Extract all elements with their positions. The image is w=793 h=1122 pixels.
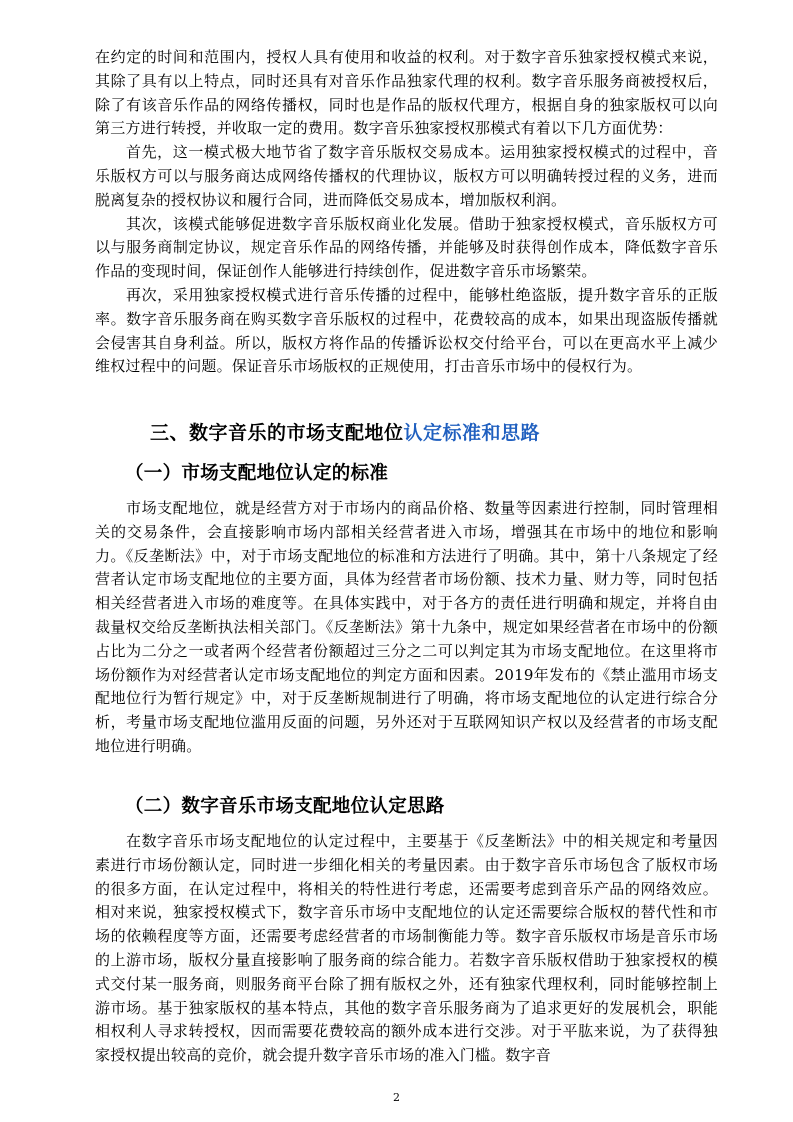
- section-heading-3-text: 三、数字音乐的市场支配地位: [150, 422, 404, 444]
- paragraph-second-advantage: 其次，该模式能够促进数字音乐版权商业化发展。借助于独家授权模式，音乐版权方可以与服务商制定协议，规定音乐作品的网络传播，并能够及时获得创作成本，降低数字音乐作品的变现时间，保证创作人能够进行持续创作，促进数字音乐市场繁荣。: [95, 214, 718, 281]
- subsection-heading-2: （二）数字音乐市场支配地位认定思路: [125, 796, 445, 817]
- page-number: 2: [393, 1091, 400, 1104]
- section-heading-3-link[interactable]: 认定标准和思路: [403, 422, 541, 444]
- paragraph-first-advantage: 首先，这一模式极大地节省了数字音乐版权交易成本。运用独家授权模式的过程中，音乐版权方可以与服务商达成网络传播权的代理协议，版权方可以明确转授过程的义务，进而脱离复杂的授权协议和履行合同，进而降低交易成本，增加版权利润。: [95, 143, 718, 209]
- paragraph-dominance-approach: 在数字音乐市场支配地位的认定过程中，主要基于《反垄断法》中的相关规定和考量因素进行市场份额认定，同时进一步细化相关的考量因素。由于数字音乐市场包含了版权市场的很多方面，在认定过程中，将相关的特性进行考虑，还需要考虑到音乐产品的网络效应。相对来说，独家授权模式下，数字音乐市场中支配地位的认定还需要综合版权的替代性和市场的依赖程度等方面，还需要考虑经营者的市场制衡能力等。数字音乐版权市场是音乐市场的上游市场，版权分量直接影响了服务商的综合能力。若数字音乐版权借助于独家授权的模式交付某一服务商，则服务商平台除了拥有版权之外，还有独家代理权利，同时能够控制上游市场。基于独家版权的基本特点，其他的数字音乐服务商为了追求更好的发展机会，职能相权利人寻求转授权，因而需要花费较高的额外成本进行交涉。对于平肱来说，为了获得独家授权提出较高的竞价，就会提升数字音乐市场的准入门槛。数字音: [95, 832, 718, 1065]
- intro-text-block: [95, 46, 718, 379]
- subsection-heading-1: （一）市场支配地位认定的标准: [125, 463, 389, 484]
- subsection-2-text-block: [95, 830, 718, 1068]
- paragraph-exclusive-license-rights: 在约定的时间和范围内，授权人具有使用和收益的权利。对于数字音乐独家授权模式来说，其除了具有以上特点，同时还具有对音乐作品独家代理的权利。数字音乐服务商被授权后，除了有该音乐作品的网络传播权，同时也是作品的版权代理方，根据自身的独家版权可以向第三方进行转授，并收取一定的费用。数字音乐独家授权那模式有着以下几方面优势：: [95, 48, 718, 138]
- subsection-1-text-block: [95, 497, 718, 759]
- section-heading-3: [150, 418, 540, 448]
- paragraph-third-advantage: 再次，采用独家授权模式进行音乐传播的过程中，能够杜绝盗版，提升数字音乐的正版率。数字音乐服务商在购买数字音乐版权的过程中，花费较高的成本，如果出现盗版传播就会侵害其自身利益。所以，版权方将作品的传播诉讼权交付给平台，可以在更高水平上减少维权过程中的问题。保证音乐市场版权的正规使用，打击音乐市场中的侵权行为。: [95, 285, 718, 376]
- paragraph-dominance-standard: 市场支配地位，就是经营方对于市场内的商品价格、数量等因素进行控制，同时管理相关的交易条件，会直接影响市场内部相关经营者进入市场，增强其在市场中的地位和影响力。《反垄断法》中，对于市场支配地位的标准和方法进行了明确。其中，第十八条规定了经营者认定市场支配地位的主要方面，具体为经营者市场份额、技术力量、财力等，同时包括相关经营者进入市场的难度等。在具体实践中，对于各方的责任进行明确和规定，并将自由裁量权交给反垄断执法相关部门。《反垄断法》第十九条中，规定如果经营者在市场中的份额占比为二分之一或者两个经营者份额超过三分之二可以判定其为市场支配地位。在这里将市场份额作为对经营者认定市场支配地位的判定方面和因素。2019年发布的《禁止滥用市场支配地位行为暂行规定》中，对于反垄断规制进行了明确，将市场支配地位的认定进行综合分析，考量市场支配地位滥用反面的问题，另外还对于互联网知识产权以及经营者的市场支配地位进行明确。: [95, 499, 718, 755]
